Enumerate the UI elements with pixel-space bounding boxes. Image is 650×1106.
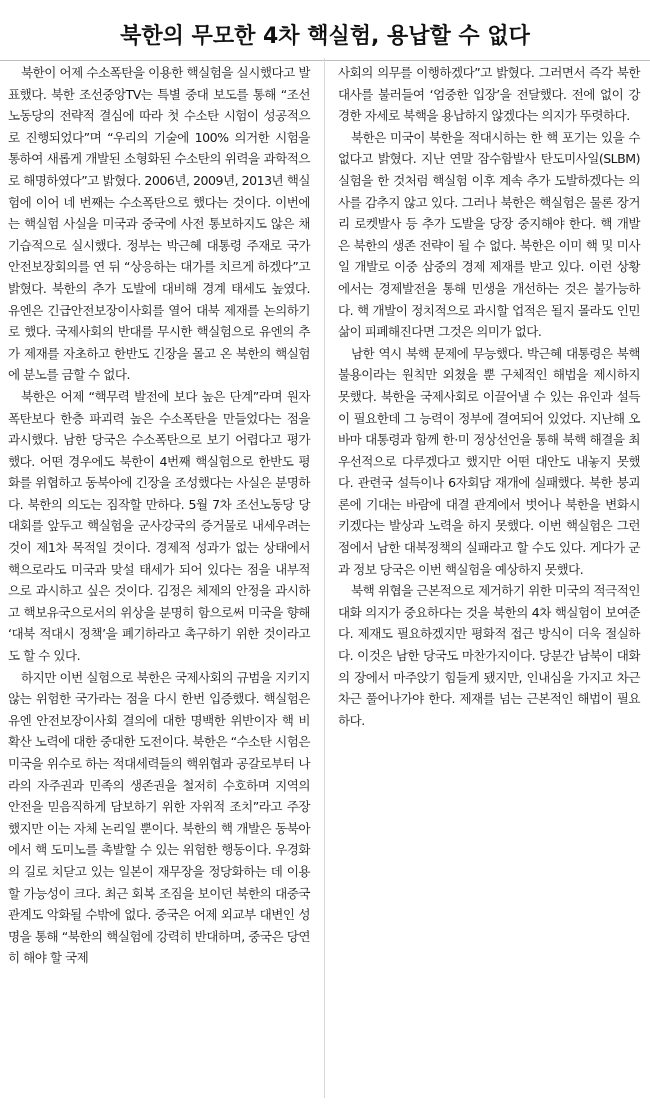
paragraph: 북한은 미국이 북한을 적대시하는 한 핵 포기는 있을 수 없다고 밝혔다. 지난 연말 잠수함발사 탄도미사일(SLBM) 실험을 한 것처럼 핵실험 이후 계속 추가 도발하겠다는 의사를 감추지 않고 있다. 그러나 북한은 핵실험은 물론 장거리 로켓발사 등 추가 도발을 당장 중지해야 한다. 핵 개발은 북한의 생존 전략이 될 수 없다. 북한은 이미 핵 및 미사일 개발로 이중 삼중의 경제 제재를 받고 있다. 이런 상황에서는 경제발전을 통해 민생을 개선하는 것은 불가능하다. 핵 개발이 정치적으로 과시할 업적은 될지 몰라도 인민 삶이 피폐해진다면 그것은 의미가 없다.	[338, 129, 640, 340]
paragraph: 북한이 어제 수소폭탄을 이용한 핵실험을 실시했다고 발표했다. 북한 조선중앙TV는 특별 중대 보도를 통해 “조선노동당의 전략적 결심에 따라 첫 수소탄 시험이 성공적으로 진행되었다”며 “우리의 기술에 100% 의거한 시험을 통하여 새롭게 개발된 소형화된 수소탄의 위력을 과학적으로 해명하였다”고 밝혔다. 2006년, 2009년, 2013년 핵실험에 이어 네 번째는 수소폭탄으로 했다는 것이다. 이번에는 핵실험 사실을 미국과 중국에 사전 통보하지도 않은 채 기습적으로 실시했다. 정부는 박근혜 대통령 주재로 국가안전보장회의를 연 뒤 “상응하는 대가를 치르게 하겠다”고 밝혔다. 북한의 추가 도발에 대비해 경계 태세도 높였다. 유엔은 긴급안전보장이사회를 열어 대북 제재를 논의하기로 했다. 국제사회의 반대를 무시한 핵실험으로 유엔의 추가 제재를 자초하고 한반도 긴장을 몰고 온 북한의 핵실험에 분노를 금할 수 없다.	[8, 65, 310, 383]
paragraph: 사회의 의무를 이행하겠다”고 밝혔다. 그러면서 즉각 북한 대사를 불러들여 ‘엄중한 입장’을 전달했다. 전에 없이 강경한 자세로 북핵을 용납하지 않겠다는 의지가 뚜렷하다.	[338, 65, 640, 124]
paragraph: 남한 역시 북핵 문제에 무능했다. 박근혜 대통령은 북핵 불용이라는 원칙만 외쳤을 뿐 구체적인 해법을 제시하지 못했다. 북한을 국제사회로 이끌어낼 수 있는 유인과 설득이 필요한데 그 능력이 정부에 결여되어 있었다. 지난해 오바마 대통령과 함께 한·미 정상선언을 통해 북핵 해결을 최우선적으로 다루겠다고 했지만 어떤 대안도 내놓지 못했다. 관련국 설득이나 6자회담 재개에 실패했다. 북한 붕괴론에 기대는 바람에 대결 관계에서 벗어나 북한을 변화시키겠다는 발상과 노력을 하지 못했다. 이번 핵실험은 그런 점에서 남한 대북정책의 실패라고 할 수도 있다. 게다가 군과 정보 당국은 이번 핵실험을 예상하지 못했다.	[338, 345, 640, 577]
left-column	[8, 62, 310, 969]
headline: 북한의 무모한 4차 핵실험, 용납할 수 없다	[0, 15, 650, 61]
paragraph: 하지만 이번 실험으로 북한은 국제사회의 규범을 지키지 않는 위험한 국가라는 점을 다시 한번 입증했다. 핵실험은 유엔 안전보장이사회 결의에 대한 명백한 위반이자 핵 비확산 노력에 대한 중대한 도전이다. 북한은 “수소탄 시험은 미국을 위수로 하는 적대세력들의 핵위협과 공갈로부터 나라의 자주권과 민족의 생존권을 철저히 수호하며 지역의 안전을 믿음직하게 담보하기 위한 자위적 조치”라고 주장했지만 이는 자체 논리일 뿐이다. 북한의 핵 개발은 동북아에서 핵 도미노를 촉발할 수 있는 위험한 행동이다. 우경화의 길로 치닫고 있는 일본이 재무장을 정당화하는 데 이용할 가능성이 크다. 최근 회복 조짐을 보이던 북한의 대중국 관계도 악화될 수밖에 없다. 중국은 어제 외교부 대변인 성명을 통해 “북한의 핵실험에 강력히 반대하며, 중국은 당연히 해야 할 국제	[8, 669, 310, 966]
right-column	[338, 62, 640, 731]
paragraph: 북한은 어제 “핵무력 발전에 보다 높은 단계”라며 원자폭탄보다 한층 파괴력 높은 수소폭탄을 만들었다는 점을 과시했다. 남한 당국은 수소폭탄으로 보기 어렵다고 평가했다. 어떤 경우에도 북한이 4번째 핵실험으로 한반도 평화를 위협하고 동북아에 긴장을 조성했다는 사실은 분명하다. 북한의 의도는 짐작할 만하다. 5월 7차 조선노동당 당대회를 앞두고 핵실험을 군사강국의 증거물로 내세우려는 것이 제1차 목적일 것이다. 경제적 성과가 없는 상태에서 핵으로라도 미국과 맞설 태세가 되어 있다는 점을 내부적으로 과시하고 싶은 것이다. 김정은 체제의 안정을 과시하고 핵보유국으로서의 위상을 분명히 함으로써 미국을 향해 ‘대북 적대시 정책’을 폐기하라고 촉구하기 위한 것이라고도 할 수 있다.	[8, 388, 310, 664]
paragraph: 북핵 위협을 근본적으로 제거하기 위한 미국의 적극적인 대화 의지가 중요하다는 것을 북한의 4차 핵실험이 보여준다. 제재도 필요하겠지만 평화적 접근 방식이 더욱 절실하다. 이것은 남한 당국도 마찬가지이다. 당분간 남북이 대화의 장에서 마주앉기 힘들게 됐지만, 인내심을 가지고 차근차근 풀어나가야 한다. 제재를 넘는 근본적인 해법이 필요하다.	[338, 583, 640, 728]
column-divider	[324, 58, 325, 1098]
